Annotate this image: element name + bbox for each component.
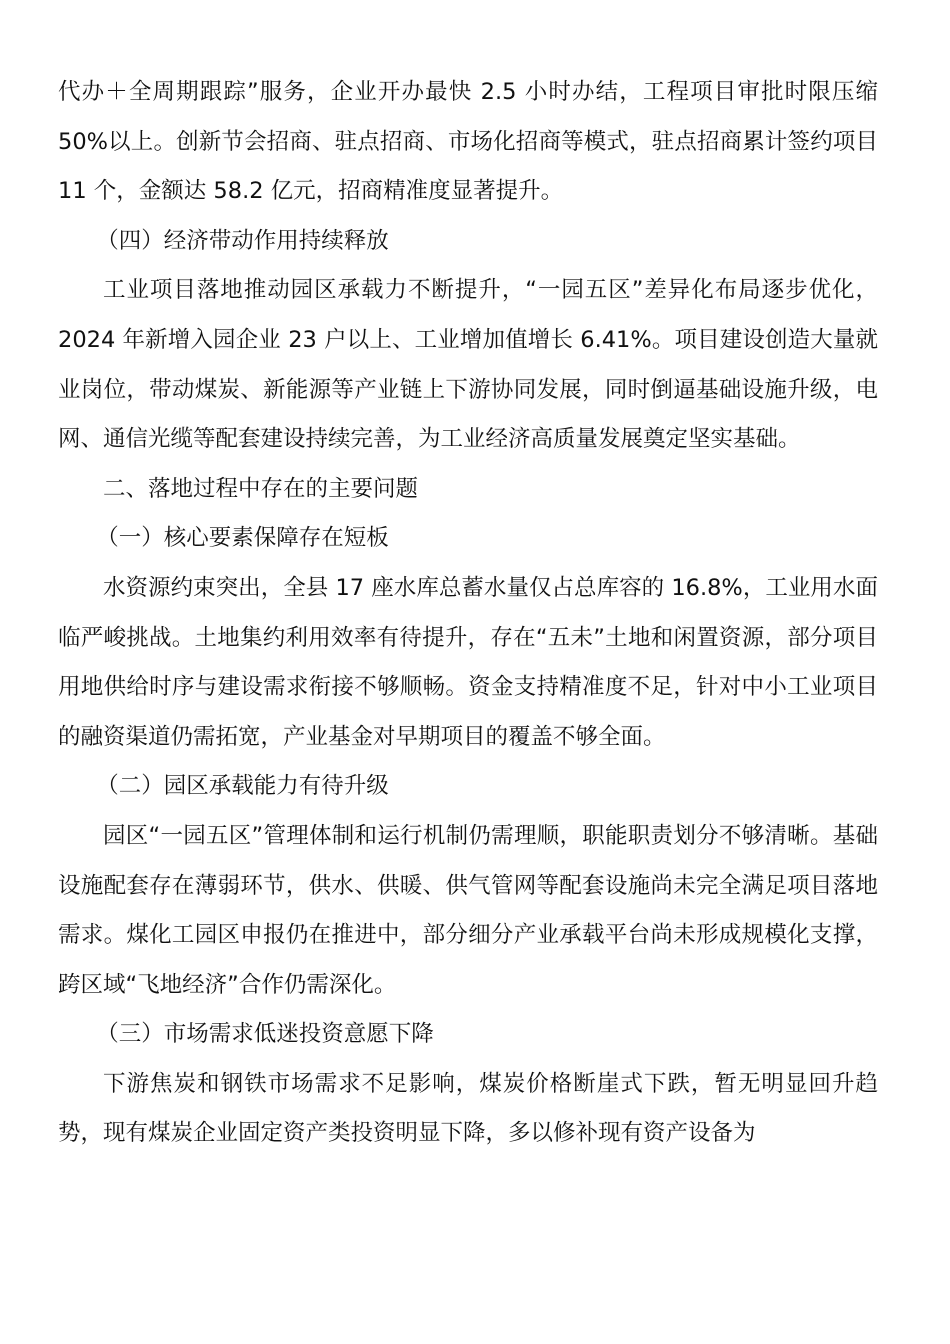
document-page xyxy=(58,68,878,1159)
paragraph: 下游焦炭和钢铁市场需求不足影响，煤炭价格断崖式下跌，暂无明显回升趋势，现有煤炭企业固定资产类投资明显下降，多以修补现有资产设备为 xyxy=(58,1070,878,1147)
subheading-two: （二）园区承载能力有待升级 xyxy=(96,773,389,800)
section-heading-two: 二、落地过程中存在的主要问题 xyxy=(103,475,419,502)
subheading-four: （四）经济带动作用持续释放 xyxy=(96,227,389,254)
subheading-one: （一）核心要素保障存在短板 xyxy=(96,525,389,552)
paragraph-continued: 代办＋全周期跟踪”服务，企业开办最快 2.5 小时办结，工程项目审批时限压缩 50%以上。创新节会招商、驻点招商、市场化招商等模式，驻点招商累计签约项目 11 个，金额达 58.2 亿元，招商精准度显著提升。 xyxy=(58,79,878,205)
paragraph: 园区“一园五区”管理体制和运行机制仍需理顺，职能职责划分不够清晰。基础设施配套存在薄弱环节，供水、供暖、供气管网等配套设施尚未完全满足项目落地需求。煤化工园区申报仍在推进中，部分细分产业承载平台尚未形成规模化支撑，跨区域“飞地经济”合作仍需深化。 xyxy=(58,822,878,998)
paragraph: 水资源约束突出，全县 17 座水库总蓄水量仅占总库容的 16.8%，工业用水面临严峻挑战。土地集约利用效率有待提升，存在“五未”土地和闲置资源，部分项目用地供给时序与建设需求衔接不够顺畅。资金支持精准度不足，针对中小工业项目的融资渠道仍需拓宽，产业基金对早期项目的覆盖不够全面。 xyxy=(58,574,878,750)
subheading-three: （三）市场需求低迷投资意愿下降 xyxy=(96,1021,434,1048)
paragraph: 工业项目落地推动园区承载力不断提升，“一园五区”差异化布局逐步优化，2024 年新增入园企业 23 户以上、工业增加值增长 6.41%。项目建设创造大量就业岗位，带动煤炭、新能源等产业链上下游协同发展，同时倒逼基础设施升级，电网、通信光缆等配套建设持续完善，为工业经济高质量发展奠定坚实基础。 xyxy=(58,277,878,453)
